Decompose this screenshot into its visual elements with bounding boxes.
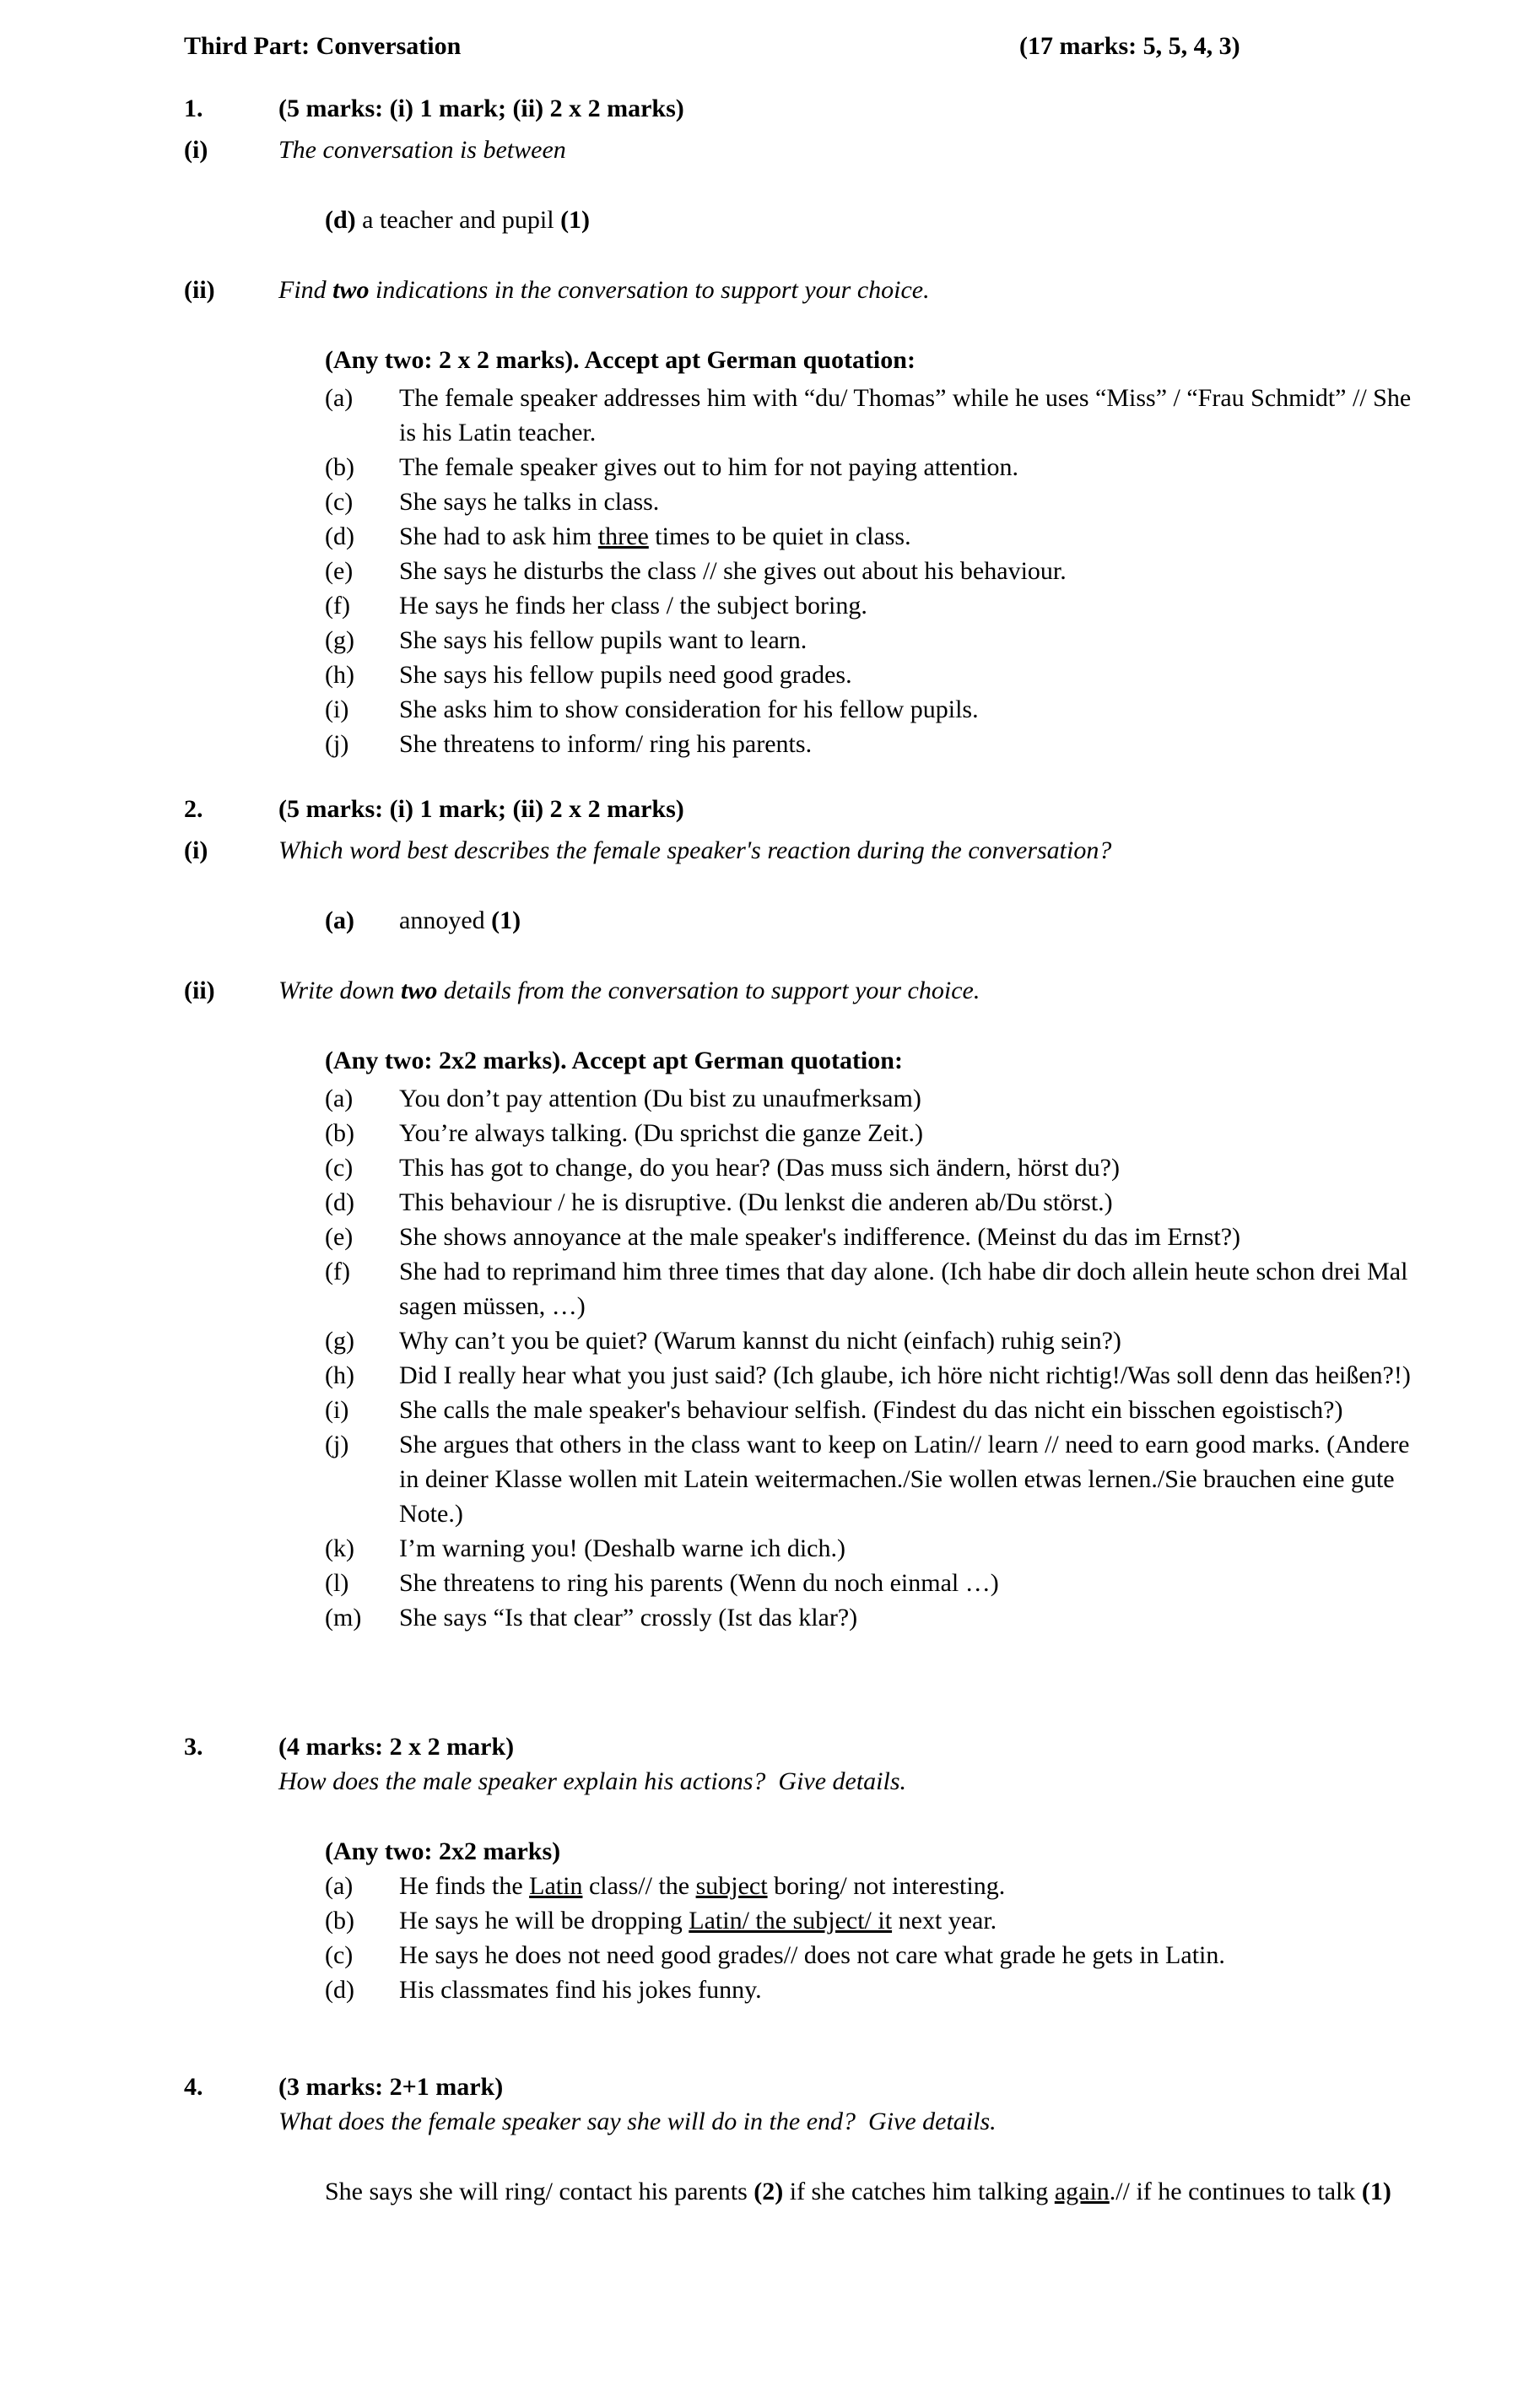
item-text: You’re always talking. (Du sprichst die ganze Zeit.) (399, 1119, 923, 1147)
item-text: She calls the male speaker's behaviour selfish. (Findest du das nicht ein bisschen egoistisch?) (399, 1396, 1343, 1424)
answer-item (325, 588, 1428, 623)
item-letter: (c) (325, 1154, 354, 1182)
question-marks: (5 marks: (i) 1 mark; (ii) 2 x 2 marks) (278, 795, 684, 823)
part-ii-row (184, 973, 1428, 1008)
answer-item (325, 1903, 1428, 1938)
item-text: He says he will be dropping Latin/ the subject/ it next year. (399, 1907, 997, 1935)
question-number-row (184, 792, 1428, 826)
answer-item (325, 727, 1428, 761)
answer-item (325, 1358, 1428, 1393)
answer-item (325, 1427, 1428, 1531)
answer-item (325, 554, 1428, 588)
question-number: 2. (184, 795, 203, 823)
question-4 (184, 2070, 1428, 2209)
answer-item (325, 1869, 1428, 1903)
item-letter: (a) (325, 1872, 354, 1900)
question-number: 1. (184, 95, 203, 122)
part-i-prompt: Which word best describes the female speaker's reaction during the conversation? (278, 836, 1112, 864)
question-3 (184, 1729, 1428, 2007)
part-i-prompt: The conversation is between (278, 136, 566, 164)
item-text: I’m warning you! (Deshalb warne ich dich.) (399, 1534, 845, 1562)
item-text: She shows annoyance at the male speaker's indifference. (Meinst du das im Ernst?) (399, 1223, 1241, 1251)
part-ii-prompt: Write down two details from the conversation to support your choice. (278, 977, 980, 1004)
model-answer: She says she will ring/ contact his parents (2) if she catches him talking again.// if he continues to talk (1) (325, 2178, 1391, 2205)
scheme-header: (Any two: 2x2 marks). Accept apt German quotation: (325, 1047, 903, 1074)
question-2 (184, 792, 1428, 1635)
item-text: She says his fellow pupils want to learn. (399, 626, 808, 654)
item-letter: (m) (325, 1604, 362, 1631)
answer-item (325, 450, 1428, 484)
item-letter: (e) (325, 557, 354, 585)
question-number-row (184, 2070, 1428, 2104)
item-letter: (d) (325, 522, 354, 550)
answer-item (325, 1938, 1428, 1972)
document-header (184, 29, 1428, 63)
question-prompt: What does the female speaker say she will do in the end? Give details. (278, 2108, 997, 2135)
item-text: She had to ask him three times to be quiet in class. (399, 522, 911, 550)
item-text: Did I really hear what you just said? (Ich glaube, ich höre nicht richtig!/Was soll denn das heißen?!) (399, 1361, 1411, 1389)
item-text: annoyed (1) (399, 906, 521, 934)
answer-item (325, 381, 1428, 450)
answer-item (325, 623, 1428, 657)
item-letter: (f) (325, 592, 350, 620)
item-text: She says he talks in class. (399, 488, 660, 516)
part-ii-prompt: Find two indications in the conversation to support your choice. (278, 276, 930, 304)
item-letter: (b) (325, 1907, 354, 1935)
answer-item (325, 692, 1428, 727)
item-text: She says “Is that clear” crossly (Ist das klar?) (399, 1604, 858, 1631)
item-letter: (b) (325, 453, 354, 481)
item-text: She asks him to show consideration for his fellow pupils. (399, 695, 979, 723)
item-text: Why can’t you be quiet? (Warum kannst du nicht (einfach) ruhig sein?) (399, 1327, 1121, 1355)
item-letter: (d) (325, 1188, 354, 1216)
answer-item (325, 903, 1428, 938)
item-letter: (c) (325, 488, 354, 516)
part-ii-row (184, 273, 1428, 307)
item-letter: (g) (325, 1327, 354, 1355)
item-text: This has got to change, do you hear? (Das muss sich ändern, hörst du?) (399, 1154, 1120, 1182)
part-i-row (184, 133, 1428, 167)
part-ii-label: (ii) (184, 977, 215, 1004)
answer-item (325, 1566, 1428, 1600)
answer-item (325, 1972, 1428, 2007)
item-text: She threatens to inform/ ring his parents. (399, 730, 813, 758)
answer-item (325, 1116, 1428, 1150)
answer-item (325, 484, 1428, 519)
answers-list (325, 1869, 1428, 2007)
item-letter: (c) (325, 1941, 354, 1969)
part-i-label: (i) (184, 836, 208, 864)
item-text: He says he finds her class / the subject boring. (399, 592, 867, 620)
item-letter: (d) (325, 1976, 354, 2004)
item-text: He says he does not need good grades// does not care what grade he gets in Latin. (399, 1941, 1225, 1969)
item-letter: (a) (325, 384, 354, 412)
item-letter: (i) (325, 1396, 349, 1424)
answer-item (325, 1081, 1428, 1116)
part-i-model-answer: (d) a teacher and pupil (1) (325, 206, 591, 234)
answer-item (325, 1323, 1428, 1358)
item-text: She says his fellow pupils need good grades. (399, 661, 852, 689)
answer-item (325, 519, 1428, 554)
question-number-row (184, 91, 1428, 126)
item-letter: (k) (325, 1534, 354, 1562)
answers-list (325, 381, 1428, 761)
part-ii-label: (ii) (184, 276, 215, 304)
item-letter: (l) (325, 1569, 349, 1597)
section-title: Third Part: Conversation (184, 32, 462, 60)
question-marks: (4 marks: 2 x 2 mark) (278, 1733, 515, 1761)
part-i-model-answer (325, 903, 1428, 938)
item-letter: (j) (325, 1431, 349, 1458)
item-letter: (h) (325, 661, 354, 689)
item-letter: (a) (325, 906, 354, 934)
question-marks: (3 marks: 2+1 mark) (278, 2073, 504, 2101)
item-letter: (e) (325, 1223, 354, 1251)
answer-item (325, 657, 1428, 692)
part-i-label: (i) (184, 136, 208, 164)
question-1 (184, 91, 1428, 761)
item-text: He finds the Latin class// the subject boring/ not interesting. (399, 1872, 1006, 1900)
scheme-header: (Any two: 2 x 2 marks). Accept apt German quotation: (325, 346, 916, 374)
answer-item (325, 1150, 1428, 1185)
item-letter: (g) (325, 626, 354, 654)
item-letter: (b) (325, 1119, 354, 1147)
answer-item (325, 1220, 1428, 1254)
total-marks: (17 marks: 5, 5, 4, 3) (1019, 32, 1240, 60)
question-prompt: How does the male speaker explain his actions? Give details. (278, 1767, 907, 1795)
answer-item (325, 1185, 1428, 1220)
item-text: She says he disturbs the class // she gives out about his behaviour. (399, 557, 1067, 585)
answers-list (325, 1081, 1428, 1635)
answer-item (325, 1254, 1428, 1323)
item-text: She had to reprimand him three times that day alone. (Ich habe dir doch allein heute schon drei Mal sagen müssen, …) (399, 1258, 1408, 1320)
item-letter: (j) (325, 730, 349, 758)
item-text: The female speaker gives out to him for not paying attention. (399, 453, 1018, 481)
item-text: His classmates find his jokes funny. (399, 1976, 762, 2004)
answer-item (325, 1600, 1428, 1635)
answer-item (325, 1531, 1428, 1566)
question-number: 3. (184, 1733, 203, 1761)
item-letter: (f) (325, 1258, 350, 1285)
item-text: You don’t pay attention (Du bist zu unaufmerksam) (399, 1085, 921, 1112)
scheme-header: (Any two: 2x2 marks) (325, 1837, 561, 1865)
question-number: 4. (184, 2073, 203, 2101)
part-i-row (184, 833, 1428, 868)
question-marks: (5 marks: (i) 1 mark; (ii) 2 x 2 marks) (278, 95, 684, 122)
item-letter: (h) (325, 1361, 354, 1389)
question-number-row (184, 1729, 1428, 1764)
item-text: She argues that others in the class want to keep on Latin// learn // need to earn good marks. (Andere in deiner Klasse wollen mit Latein weitermachen./Sie wollen etwas lernen./Sie brauchen eine gute Note.) (399, 1431, 1410, 1528)
item-text: The female speaker addresses him with “du/ Thomas” while he uses “Miss” / “Frau Schmidt” // She is his Latin teacher. (399, 384, 1412, 446)
item-letter: (a) (325, 1085, 354, 1112)
item-text: She threatens to ring his parents (Wenn du noch einmal …) (399, 1569, 999, 1597)
item-letter: (i) (325, 695, 349, 723)
item-text: This behaviour / he is disruptive. (Du lenkst die anderen ab/Du störst.) (399, 1188, 1113, 1216)
answer-item (325, 1393, 1428, 1427)
